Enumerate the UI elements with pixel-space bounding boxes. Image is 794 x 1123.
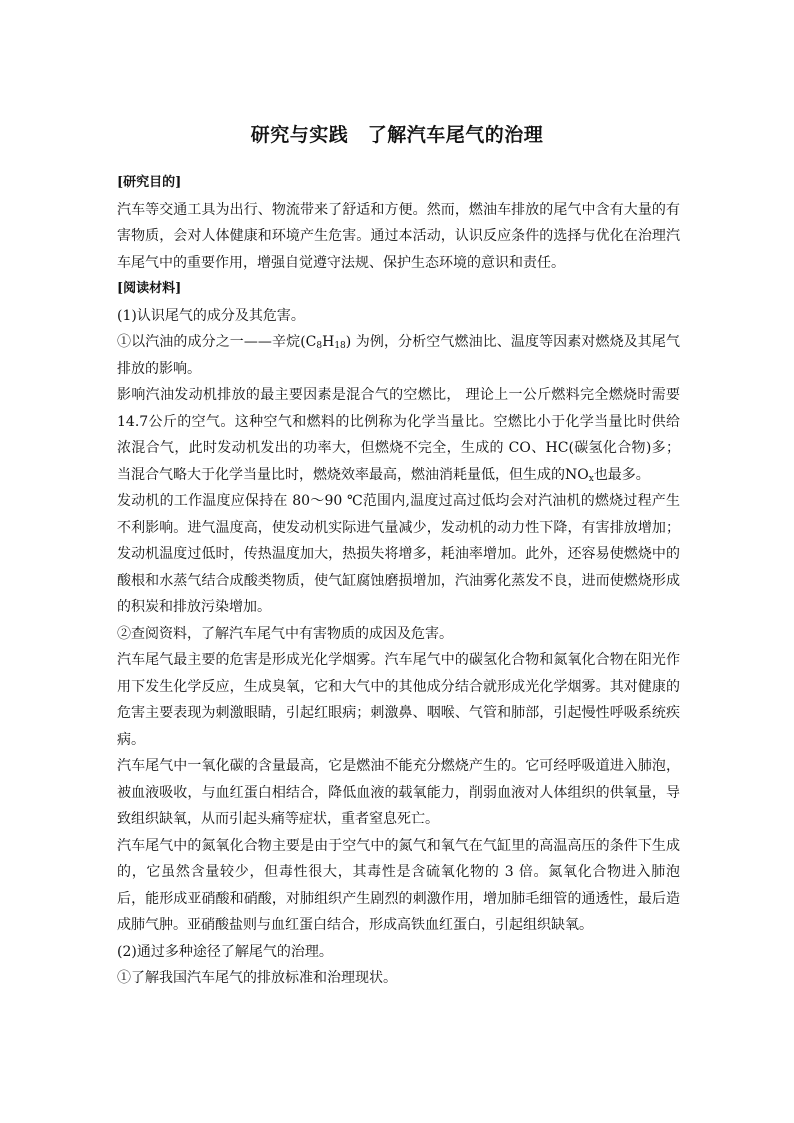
nox-paragraph: 汽车尾气中的氮氧化合物主要是由于空气中的氮气和氧气在气缸里的高温高压的条件下生成的，它虽然含量较少，但毒性很大，其毒性是含硫氧化物的 3 倍。氮氧化合物进入肺泡后，能形成亚硝酸和硝酸，对肺组织产生剧烈的刺激作用，增加肺毛细管的通透性，最后造成肺气肿。亚硝酸盐则与血红蛋白结合，形成高铁血红蛋白，引起组织缺氧。: [117, 837, 680, 933]
item1-sub1: [117, 329, 680, 382]
document-body: [117, 170, 680, 992]
nox-subscript: x: [588, 473, 594, 484]
purpose-heading: [研究目的]: [117, 175, 182, 190]
airfuel-paragraph: [117, 382, 680, 488]
airfuel-text: 影响汽油发动机排放的最主要因素是混合气的空燃比， 理论上一公斤燃料完全燃烧时需要14.7公斤的空气。这种空气和燃料的比例称为化学当量比。空燃比小于化学当量比时供给浓混合气，此时发动机发出的功率大，但燃烧不完全，生成的 CO、HC(碳氢化合物)多；当混合气略大于化学当量比时，燃烧效率最高，燃油消耗量低，但生成的NO: [117, 387, 680, 483]
smog-paragraph: 汽车尾气最主要的危害是形成光化学烟雾。汽车尾气中的碳氢化合物和氮氧化合物在阳光作用下发生化学反应，生成臭氧，它和大气中的其他成分结合就形成光化学烟雾。其对健康的危害主要表现为刺激眼睛，引起红眼病；刺激鼻、咽喉、气管和肺部，引起慢性呼吸系统疾病。: [117, 652, 680, 748]
temperature-paragraph: 发动机的工作温度应保持在 80～90 ℃范围内,温度过高过低均会对汽油机的燃烧过程产生不利影响。进气温度高，使发动机实际进气量减少，发动机的动力性下降，有害排放增加；发动机温度过低时，传热温度加大，热损失将增多，耗油率增加。此外，还容易使燃烧中的酸根和水蒸气结合成酸类物质，使气缸腐蚀磨损增加，汽油雾化蒸发不良，进而使燃烧形成的积炭和排放污染增加。: [117, 493, 680, 615]
airfuel-text-end: 也最多。: [593, 466, 650, 483]
purpose-paragraph: 汽车等交通工具为出行、物流带来了舒适和方便。然而，燃油车排放的尾气中含有大量的有害物质，会对人体健康和环境产生危害。通过本活动，认识反应条件的选择与优化在治理汽车尾气中的重要作用，增强自觉遵守法规、保护生态环境的意识和责任。: [117, 201, 680, 271]
co-paragraph: 汽车尾气中一氧化碳的含量最高，它是燃油不能充分燃烧产生的。它可经呼吸道进入肺泡，被血液吸收，与血红蛋白相结合，降低血液的载氧能力，削弱血液对人体组织的供氧量，导致组织缺氧，从而引起头痛等症状，重者窒息死亡。: [117, 758, 680, 827]
carbon-subscript: 8: [316, 341, 323, 351]
item2-title: (2)通过多种途径了解尾气的治理。: [117, 943, 333, 960]
reading-heading: [阅读材料]: [117, 281, 182, 296]
item1-sub1-pre: ①以汽油的成分之一——辛烷(C: [117, 334, 317, 350]
item1-sub2: ②查阅资料，了解汽车尾气中有害物质的成因及危害。: [117, 625, 453, 642]
item1-title: (1)认识尾气的成分及其危害。: [117, 307, 305, 324]
item1-sub1-post: ) 为例，分析空气燃油比、温度等因素对燃烧及其尾气排放的影响。: [117, 334, 680, 377]
item1-sub1-mid: H: [322, 334, 335, 350]
hydrogen-subscript: 18: [334, 341, 346, 351]
item2-sub1: ①了解我国汽车尾气的排放标准和治理现状。: [117, 970, 397, 986]
page-title: 研究与实践 了解汽车尾气的治理: [250, 124, 544, 146]
